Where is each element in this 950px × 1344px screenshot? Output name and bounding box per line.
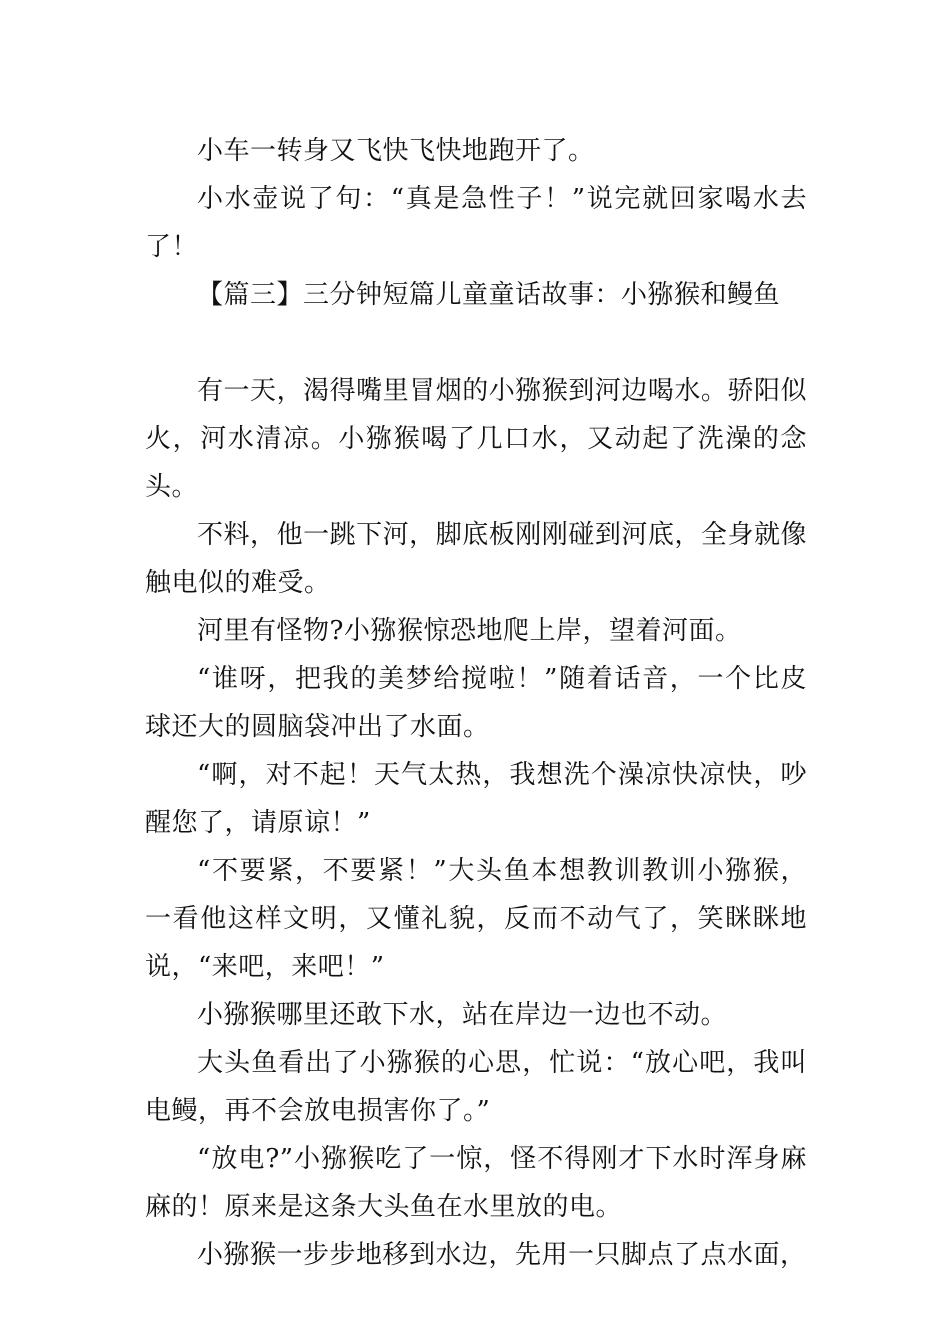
paragraph: “谁呀，把我的美梦给搅啦！”随着话音，一个比皮球还大的圆脑袋冲出了水面。 xyxy=(145,664,807,742)
paragraph: “啊，对不起！天气太热，我想洗个澡凉快凉快，吵醒您了，请原谅！” xyxy=(145,760,807,838)
section-title: 【篇三】三分钟短篇儿童童话故事：小猕猴和鳗鱼 xyxy=(197,280,781,310)
paragraph: “不要紧，不要紧！”大头鱼本想教训教训小猕猴，一看他这样文明，又懂礼貌，反而不动气了，笑眯眯地说，“来吧，来吧！” xyxy=(145,856,807,982)
paragraph: 大头鱼看出了小猕猴的心思，忙说：“放心吧，我叫电鳗，再不会放电损害你了。” xyxy=(145,1048,807,1126)
paragraph: 不料，他一跳下河，脚底板刚刚碰到河底，全身就像触电似的难受。 xyxy=(145,520,807,598)
document-body xyxy=(145,127,807,1279)
paragraph: 河里有怪物?小猕猴惊恐地爬上岸，望着河面。 xyxy=(197,616,742,646)
paragraph: 小猕猴一步步地移到水边，先用一只脚点了点水面， xyxy=(197,1240,807,1270)
paragraph: 小水壶说了句：“真是急性子！”说完就回家喝水去了！ xyxy=(145,184,807,262)
paragraph: 小车一转身又飞快飞快地跑开了。 xyxy=(197,136,595,166)
paragraph: 小猕猴哪里还敢下水，站在岸边一边也不动。 xyxy=(197,1000,728,1030)
paragraph: 有一天，渴得嘴里冒烟的小猕猴到河边喝水。骄阳似火，河水清凉。小猕猴喝了几口水，又动起了洗澡的念头。 xyxy=(145,376,807,502)
paragraph: “放电?”小猕猴吃了一惊，怪不得刚才下水时浑身麻麻的！原来是这条大头鱼在水里放的电。 xyxy=(145,1144,807,1222)
